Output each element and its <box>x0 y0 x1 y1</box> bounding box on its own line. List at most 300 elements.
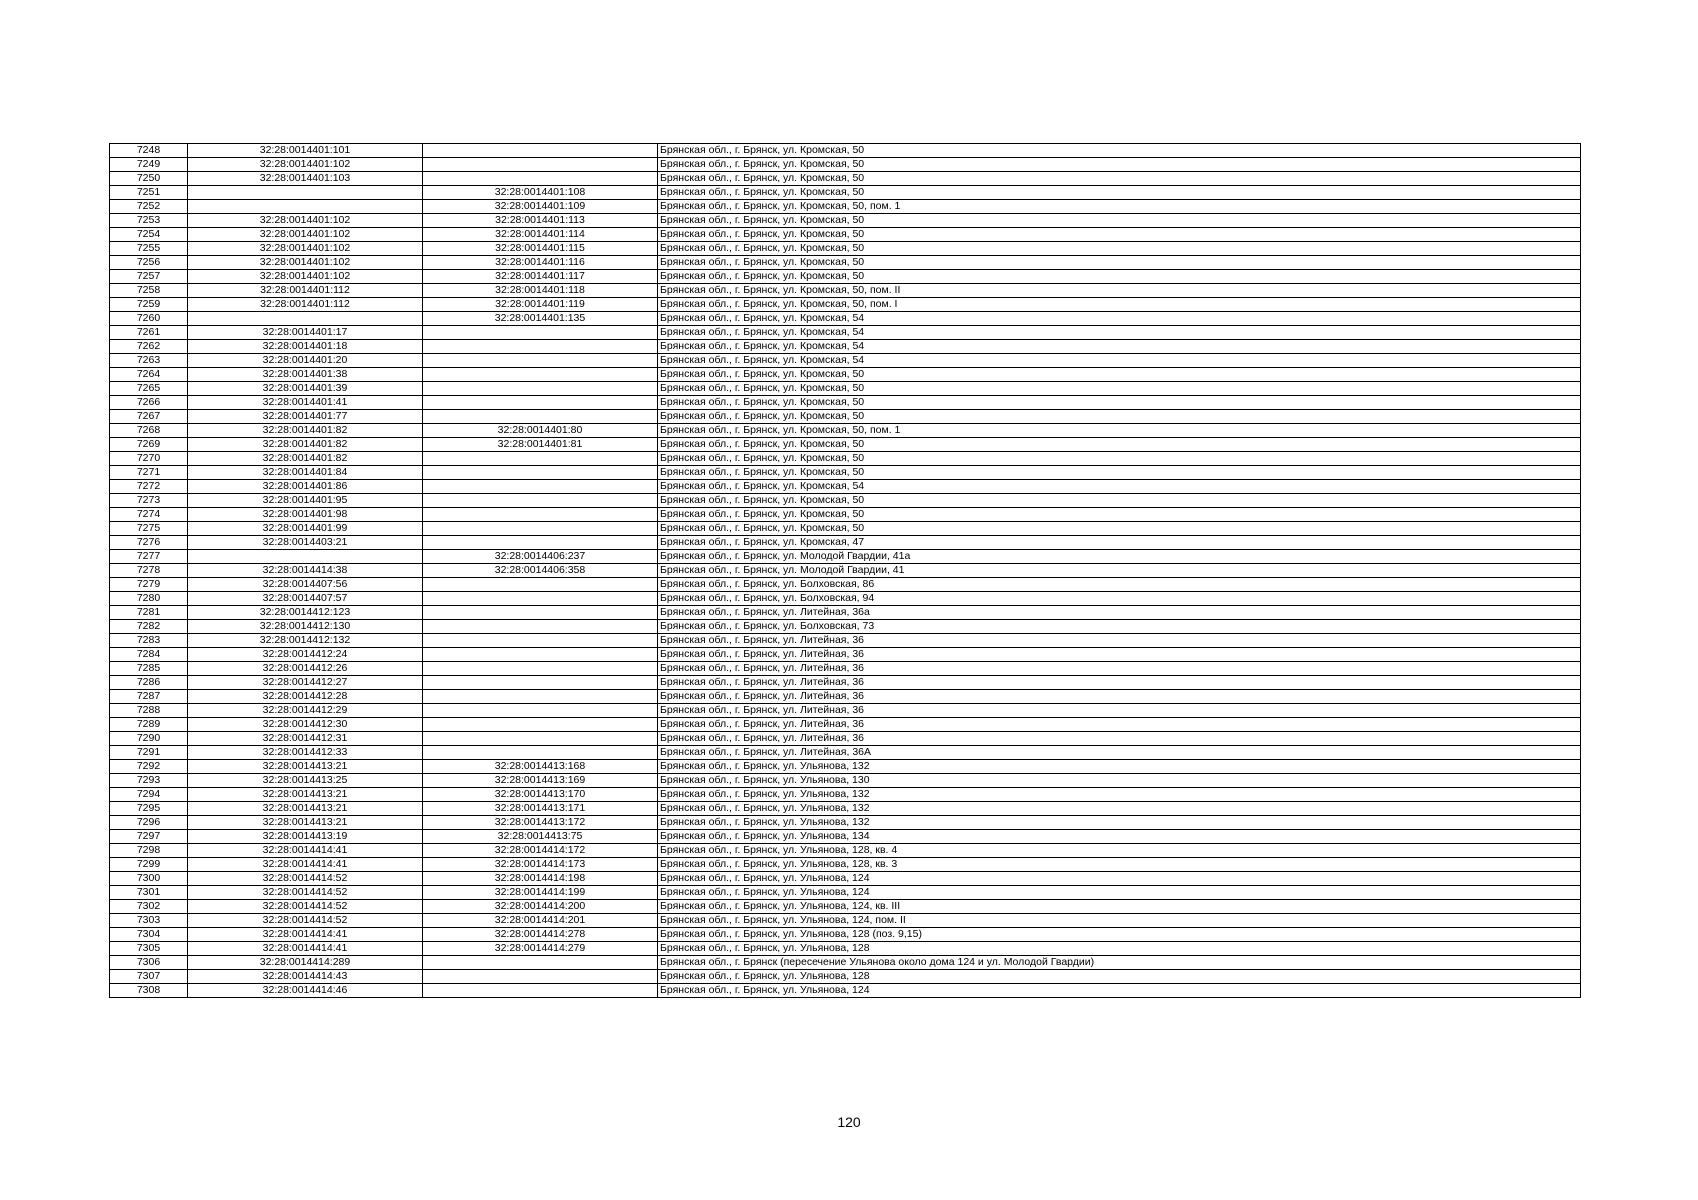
row-number-cell: 7276 <box>110 536 188 550</box>
address-cell: Брянская обл., г. Брянск, ул. Кромская, 50, пом. I <box>658 298 1581 312</box>
object-number-cell <box>423 144 658 158</box>
cadastral-number-cell: 32:28:0014401:20 <box>188 354 423 368</box>
row-number-cell: 7269 <box>110 438 188 452</box>
object-number-cell <box>423 480 658 494</box>
table-row <box>110 326 1581 340</box>
cadastral-number-cell: 32:28:0014413:21 <box>188 788 423 802</box>
object-number-cell <box>423 634 658 648</box>
address-cell: Брянская обл., г. Брянск, ул. Кромская, 50 <box>658 508 1581 522</box>
object-number-cell: 32:28:0014401:108 <box>423 186 658 200</box>
row-number-cell: 7279 <box>110 578 188 592</box>
table-row <box>110 942 1581 956</box>
object-number-cell <box>423 508 658 522</box>
table-row <box>110 256 1581 270</box>
address-cell: Брянская обл., г. Брянск, ул. Литейная, 36 <box>658 704 1581 718</box>
address-cell: Брянская обл., г. Брянск, ул. Кромская, 50 <box>658 228 1581 242</box>
row-number-cell: 7308 <box>110 984 188 998</box>
table-row <box>110 424 1581 438</box>
object-number-cell <box>423 648 658 662</box>
row-number-cell: 7255 <box>110 242 188 256</box>
row-number-cell: 7307 <box>110 970 188 984</box>
cadastral-number-cell: 32:28:0014412:31 <box>188 732 423 746</box>
cadastral-number-cell: 32:28:0014401:102 <box>188 158 423 172</box>
row-number-cell: 7306 <box>110 956 188 970</box>
table-row <box>110 886 1581 900</box>
object-number-cell <box>423 704 658 718</box>
table-row <box>110 676 1581 690</box>
address-cell: Брянская обл., г. Брянск, ул. Литейная, 36 <box>658 718 1581 732</box>
address-cell: Брянская обл., г. Брянск, ул. Литейная, 36 <box>658 648 1581 662</box>
cadastral-number-cell: 32:28:0014403:21 <box>188 536 423 550</box>
object-number-cell <box>423 494 658 508</box>
row-number-cell: 7249 <box>110 158 188 172</box>
object-number-cell: 32:28:0014414:173 <box>423 858 658 872</box>
row-number-cell: 7262 <box>110 340 188 354</box>
cadastral-number-cell: 32:28:0014401:77 <box>188 410 423 424</box>
row-number-cell: 7302 <box>110 900 188 914</box>
address-cell: Брянская обл., г. Брянск, ул. Кромская, 50 <box>658 452 1581 466</box>
table-row <box>110 382 1581 396</box>
address-cell: Брянская обл., г. Брянск, ул. Ульянова, 124 <box>658 886 1581 900</box>
address-cell: Брянская обл., г. Брянск, ул. Кромская, 50 <box>658 270 1581 284</box>
table-row <box>110 200 1581 214</box>
address-cell: Брянская обл., г. Брянск, ул. Ульянова, 130 <box>658 774 1581 788</box>
cadastral-number-cell: 32:28:0014414:41 <box>188 858 423 872</box>
address-cell: Брянская обл., г. Брянск, ул. Литейная, 36 <box>658 690 1581 704</box>
cadastral-number-cell: 32:28:0014401:82 <box>188 424 423 438</box>
cadastral-number-cell: 32:28:0014413:21 <box>188 760 423 774</box>
table-row <box>110 144 1581 158</box>
object-number-cell: 32:28:0014406:237 <box>423 550 658 564</box>
address-cell: Брянская обл., г. Брянск, ул. Кромская, 54 <box>658 480 1581 494</box>
address-cell: Брянская обл., г. Брянск, ул. Кромская, 50 <box>658 242 1581 256</box>
row-number-cell: 7295 <box>110 802 188 816</box>
row-number-cell: 7301 <box>110 886 188 900</box>
address-cell: Брянская обл., г. Брянск, ул. Кромская, 50, пом. II <box>658 284 1581 298</box>
address-cell: Брянская обл., г. Брянск, ул. Кромская, 50 <box>658 158 1581 172</box>
row-number-cell: 7284 <box>110 648 188 662</box>
address-cell: Брянская обл., г. Брянск, ул. Ульянова, 128, кв. 3 <box>658 858 1581 872</box>
cadastral-number-cell <box>188 550 423 564</box>
object-number-cell <box>423 732 658 746</box>
table-row <box>110 704 1581 718</box>
object-number-cell <box>423 354 658 368</box>
address-cell: Брянская обл., г. Брянск, ул. Литейная, 36 <box>658 662 1581 676</box>
address-cell: Брянская обл., г. Брянск, ул. Кромская, 50 <box>658 172 1581 186</box>
address-cell: Брянская обл., г. Брянск, ул. Ульянова, 132 <box>658 760 1581 774</box>
table-row <box>110 242 1581 256</box>
cadastral-number-cell: 32:28:0014407:57 <box>188 592 423 606</box>
row-number-cell: 7257 <box>110 270 188 284</box>
cadastral-number-cell: 32:28:0014401:84 <box>188 466 423 480</box>
cadastral-number-cell: 32:28:0014414:52 <box>188 914 423 928</box>
cadastral-number-cell: 32:28:0014413:19 <box>188 830 423 844</box>
row-number-cell: 7286 <box>110 676 188 690</box>
object-number-cell <box>423 592 658 606</box>
cadastral-number-cell: 32:28:0014401:86 <box>188 480 423 494</box>
table-row <box>110 774 1581 788</box>
row-number-cell: 7300 <box>110 872 188 886</box>
cadastral-number-cell: 32:28:0014412:26 <box>188 662 423 676</box>
table-row <box>110 480 1581 494</box>
object-number-cell: 32:28:0014401:114 <box>423 228 658 242</box>
address-cell: Брянская обл., г. Брянск, ул. Ульянова, 128 <box>658 970 1581 984</box>
address-cell: Брянская обл., г. Брянск, ул. Болховская, 94 <box>658 592 1581 606</box>
table-row <box>110 270 1581 284</box>
cadastral-number-cell: 32:28:0014401:102 <box>188 214 423 228</box>
row-number-cell: 7303 <box>110 914 188 928</box>
address-cell: Брянская обл., г. Брянск, ул. Кромская, 50 <box>658 466 1581 480</box>
object-number-cell: 32:28:0014401:116 <box>423 256 658 270</box>
table-row <box>110 466 1581 480</box>
object-number-cell: 32:28:0014401:117 <box>423 270 658 284</box>
row-number-cell: 7261 <box>110 326 188 340</box>
row-number-cell: 7297 <box>110 830 188 844</box>
table-row <box>110 858 1581 872</box>
cadastral-number-cell: 32:28:0014412:27 <box>188 676 423 690</box>
object-number-cell: 32:28:0014414:278 <box>423 928 658 942</box>
table-row <box>110 536 1581 550</box>
address-cell: Брянская обл., г. Брянск, ул. Ульянова, 124 <box>658 984 1581 998</box>
row-number-cell: 7263 <box>110 354 188 368</box>
address-cell: Брянская обл., г. Брянск, ул. Ульянова, 124, пом. II <box>658 914 1581 928</box>
row-number-cell: 7305 <box>110 942 188 956</box>
object-number-cell <box>423 536 658 550</box>
object-number-cell: 32:28:0014414:198 <box>423 872 658 886</box>
cadastral-number-cell: 32:28:0014401:98 <box>188 508 423 522</box>
row-number-cell: 7273 <box>110 494 188 508</box>
address-cell: Брянская обл., г. Брянск, ул. Литейная, 36 <box>658 732 1581 746</box>
cadastral-number-cell: 32:28:0014414:41 <box>188 928 423 942</box>
table-row <box>110 914 1581 928</box>
address-cell: Брянская обл., г. Брянск, ул. Кромская, 50 <box>658 214 1581 228</box>
cadastral-number-cell: 32:28:0014413:25 <box>188 774 423 788</box>
table-row <box>110 284 1581 298</box>
object-number-cell <box>423 466 658 480</box>
cadastral-number-cell: 32:28:0014401:103 <box>188 172 423 186</box>
row-number-cell: 7267 <box>110 410 188 424</box>
cadastral-number-cell: 32:28:0014412:123 <box>188 606 423 620</box>
table-row <box>110 410 1581 424</box>
cadastral-number-cell: 32:28:0014401:18 <box>188 340 423 354</box>
row-number-cell: 7277 <box>110 550 188 564</box>
cadastral-number-cell: 32:28:0014414:52 <box>188 872 423 886</box>
cadastral-number-cell: 32:28:0014401:101 <box>188 144 423 158</box>
object-number-cell <box>423 970 658 984</box>
table-row <box>110 508 1581 522</box>
table-row <box>110 746 1581 760</box>
object-number-cell: 32:28:0014413:75 <box>423 830 658 844</box>
table-row <box>110 900 1581 914</box>
object-number-cell: 32:28:0014414:172 <box>423 844 658 858</box>
address-cell: Брянская обл., г. Брянск, ул. Ульянова, 132 <box>658 788 1581 802</box>
cadastral-number-cell: 32:28:0014401:102 <box>188 228 423 242</box>
table-row <box>110 970 1581 984</box>
cadastral-number-cell: 32:28:0014414:43 <box>188 970 423 984</box>
table-row <box>110 788 1581 802</box>
object-number-cell <box>423 158 658 172</box>
address-cell: Брянская обл., г. Брянск, ул. Кромская, 50 <box>658 438 1581 452</box>
table-row <box>110 802 1581 816</box>
cadastral-number-cell: 32:28:0014412:24 <box>188 648 423 662</box>
object-number-cell: 32:28:0014413:168 <box>423 760 658 774</box>
cadastral-number-cell: 32:28:0014401:112 <box>188 284 423 298</box>
object-number-cell: 32:28:0014401:80 <box>423 424 658 438</box>
object-number-cell: 32:28:0014401:119 <box>423 298 658 312</box>
address-cell: Брянская обл., г. Брянск, ул. Ульянова, 134 <box>658 830 1581 844</box>
row-number-cell: 7293 <box>110 774 188 788</box>
table-row <box>110 844 1581 858</box>
address-cell: Брянская обл., г. Брянск, ул. Ульянова, 128 (поз. 9,15) <box>658 928 1581 942</box>
object-number-cell <box>423 382 658 396</box>
cadastral-number-cell: 32:28:0014401:102 <box>188 256 423 270</box>
address-cell: Брянская обл., г. Брянск, ул. Кромская, 50, пом. 1 <box>658 200 1581 214</box>
cadastral-number-cell: 32:28:0014401:82 <box>188 452 423 466</box>
object-number-cell: 32:28:0014413:170 <box>423 788 658 802</box>
cadastral-number-cell: 32:28:0014412:132 <box>188 634 423 648</box>
address-cell: Брянская обл., г. Брянск, ул. Кромская, 50 <box>658 186 1581 200</box>
row-number-cell: 7282 <box>110 620 188 634</box>
row-number-cell: 7304 <box>110 928 188 942</box>
table-row <box>110 830 1581 844</box>
cadastral-number-cell: 32:28:0014414:41 <box>188 844 423 858</box>
row-number-cell: 7256 <box>110 256 188 270</box>
address-cell: Брянская обл., г. Брянск, ул. Кромская, 50 <box>658 382 1581 396</box>
row-number-cell: 7283 <box>110 634 188 648</box>
object-number-cell: 32:28:0014406:358 <box>423 564 658 578</box>
address-cell: Брянская обл., г. Брянск, ул. Литейная, 36А <box>658 746 1581 760</box>
address-cell: Брянская обл., г. Брянск, ул. Кромская, 50 <box>658 522 1581 536</box>
address-cell: Брянская обл., г. Брянск, ул. Ульянова, 132 <box>658 802 1581 816</box>
object-number-cell <box>423 746 658 760</box>
address-cell: Брянская обл., г. Брянск, ул. Литейная, 36 <box>658 634 1581 648</box>
object-number-cell <box>423 578 658 592</box>
cadastral-number-cell: 32:28:0014412:130 <box>188 620 423 634</box>
table-row <box>110 354 1581 368</box>
row-number-cell: 7248 <box>110 144 188 158</box>
cadastral-number-cell: 32:28:0014413:21 <box>188 802 423 816</box>
object-number-cell <box>423 662 658 676</box>
table-row <box>110 298 1581 312</box>
table-row <box>110 172 1581 186</box>
row-number-cell: 7272 <box>110 480 188 494</box>
table-row <box>110 522 1581 536</box>
table-row <box>110 550 1581 564</box>
object-number-cell: 32:28:0014414:201 <box>423 914 658 928</box>
object-number-cell <box>423 326 658 340</box>
row-number-cell: 7268 <box>110 424 188 438</box>
row-number-cell: 7258 <box>110 284 188 298</box>
table-row <box>110 620 1581 634</box>
cadastral-number-cell: 32:28:0014401:82 <box>188 438 423 452</box>
object-number-cell: 32:28:0014414:199 <box>423 886 658 900</box>
address-cell: Брянская обл., г. Брянск, ул. Кромская, 54 <box>658 326 1581 340</box>
object-number-cell: 32:28:0014401:109 <box>423 200 658 214</box>
row-number-cell: 7270 <box>110 452 188 466</box>
object-number-cell <box>423 676 658 690</box>
address-cell: Брянская обл., г. Брянск, ул. Кромская, 54 <box>658 312 1581 326</box>
row-number-cell: 7253 <box>110 214 188 228</box>
row-number-cell: 7278 <box>110 564 188 578</box>
table-row <box>110 984 1581 998</box>
row-number-cell: 7299 <box>110 858 188 872</box>
row-number-cell: 7264 <box>110 368 188 382</box>
table-row <box>110 312 1581 326</box>
table-row <box>110 872 1581 886</box>
address-cell: Брянская обл., г. Брянск, ул. Ульянова, 124 <box>658 872 1581 886</box>
row-number-cell: 7274 <box>110 508 188 522</box>
cadastral-number-cell: 32:28:0014407:56 <box>188 578 423 592</box>
object-number-cell <box>423 984 658 998</box>
address-cell: Брянская обл., г. Брянск (пересечение Ульянова около дома 124 и ул. Молодой Гвардии) <box>658 956 1581 970</box>
object-number-cell <box>423 522 658 536</box>
row-number-cell: 7288 <box>110 704 188 718</box>
object-number-cell <box>423 718 658 732</box>
object-number-cell <box>423 340 658 354</box>
cadastral-number-cell: 32:28:0014412:28 <box>188 690 423 704</box>
row-number-cell: 7287 <box>110 690 188 704</box>
cadastral-number-cell: 32:28:0014412:29 <box>188 704 423 718</box>
row-number-cell: 7296 <box>110 816 188 830</box>
object-number-cell: 32:28:0014401:113 <box>423 214 658 228</box>
object-number-cell <box>423 396 658 410</box>
object-number-cell: 32:28:0014414:279 <box>423 942 658 956</box>
row-number-cell: 7251 <box>110 186 188 200</box>
address-cell: Брянская обл., г. Брянск, ул. Кромская, 50 <box>658 256 1581 270</box>
address-cell: Брянская обл., г. Брянск, ул. Ульянова, 124, кв. III <box>658 900 1581 914</box>
cadastral-number-cell <box>188 200 423 214</box>
row-number-cell: 7290 <box>110 732 188 746</box>
object-number-cell: 32:28:0014413:171 <box>423 802 658 816</box>
row-number-cell: 7285 <box>110 662 188 676</box>
object-number-cell: 32:28:0014401:115 <box>423 242 658 256</box>
cadastral-number-cell: 32:28:0014401:38 <box>188 368 423 382</box>
table-row <box>110 368 1581 382</box>
address-cell: Брянская обл., г. Брянск, ул. Ульянова, 128, кв. 4 <box>658 844 1581 858</box>
row-number-cell: 7259 <box>110 298 188 312</box>
table-row <box>110 158 1581 172</box>
row-number-cell: 7291 <box>110 746 188 760</box>
table-row <box>110 592 1581 606</box>
cadastral-number-cell: 32:28:0014414:46 <box>188 984 423 998</box>
address-cell: Брянская обл., г. Брянск, ул. Кромская, 50 <box>658 410 1581 424</box>
row-number-cell: 7254 <box>110 228 188 242</box>
object-number-cell <box>423 690 658 704</box>
table-row <box>110 452 1581 466</box>
object-number-cell: 32:28:0014401:81 <box>423 438 658 452</box>
cadastral-number-cell: 32:28:0014401:41 <box>188 396 423 410</box>
address-cell: Брянская обл., г. Брянск, ул. Молодой Гвардии, 41 <box>658 564 1581 578</box>
object-number-cell <box>423 956 658 970</box>
cadastral-table <box>109 143 1581 998</box>
address-cell: Брянская обл., г. Брянск, ул. Кромская, 54 <box>658 340 1581 354</box>
cadastral-number-cell: 32:28:0014401:39 <box>188 382 423 396</box>
cadastral-number-cell: 32:28:0014414:38 <box>188 564 423 578</box>
address-cell: Брянская обл., г. Брянск, ул. Кромская, 50 <box>658 396 1581 410</box>
cadastral-number-cell: 32:28:0014414:52 <box>188 900 423 914</box>
cadastral-number-cell: 32:28:0014414:41 <box>188 942 423 956</box>
table-row <box>110 396 1581 410</box>
object-number-cell: 32:28:0014413:169 <box>423 774 658 788</box>
table-body <box>110 144 1581 998</box>
table-row <box>110 760 1581 774</box>
object-number-cell <box>423 172 658 186</box>
address-cell: Брянская обл., г. Брянск, ул. Молодой Гвардии, 41а <box>658 550 1581 564</box>
row-number-cell: 7280 <box>110 592 188 606</box>
address-cell: Брянская обл., г. Брянск, ул. Ульянова, 132 <box>658 816 1581 830</box>
address-cell: Брянская обл., г. Брянск, ул. Кромская, 50 <box>658 368 1581 382</box>
address-cell: Брянская обл., г. Брянск, ул. Литейная, 36 <box>658 676 1581 690</box>
table-row <box>110 732 1581 746</box>
cadastral-number-cell: 32:28:0014401:99 <box>188 522 423 536</box>
cadastral-number-cell: 32:28:0014412:33 <box>188 746 423 760</box>
row-number-cell: 7260 <box>110 312 188 326</box>
address-cell: Брянская обл., г. Брянск, ул. Литейная, 36а <box>658 606 1581 620</box>
table-row <box>110 718 1581 732</box>
row-number-cell: 7271 <box>110 466 188 480</box>
row-number-cell: 7252 <box>110 200 188 214</box>
table-row <box>110 690 1581 704</box>
row-number-cell: 7294 <box>110 788 188 802</box>
cadastral-number-cell: 32:28:0014401:112 <box>188 298 423 312</box>
table-row <box>110 578 1581 592</box>
object-number-cell <box>423 368 658 382</box>
address-cell: Брянская обл., г. Брянск, ул. Ульянова, 128 <box>658 942 1581 956</box>
table-row <box>110 662 1581 676</box>
address-cell: Брянская обл., г. Брянск, ул. Кромская, 47 <box>658 536 1581 550</box>
object-number-cell <box>423 452 658 466</box>
object-number-cell <box>423 410 658 424</box>
cadastral-number-cell <box>188 186 423 200</box>
table-row <box>110 494 1581 508</box>
address-cell: Брянская обл., г. Брянск, ул. Кромская, 50, пом. 1 <box>658 424 1581 438</box>
row-number-cell: 7289 <box>110 718 188 732</box>
object-number-cell: 32:28:0014413:172 <box>423 816 658 830</box>
table-row <box>110 228 1581 242</box>
object-number-cell <box>423 620 658 634</box>
object-number-cell: 32:28:0014414:200 <box>423 900 658 914</box>
cadastral-number-cell: 32:28:0014413:21 <box>188 816 423 830</box>
table-row <box>110 606 1581 620</box>
cadastral-number-cell: 32:28:0014401:102 <box>188 270 423 284</box>
object-number-cell: 32:28:0014401:135 <box>423 312 658 326</box>
row-number-cell: 7266 <box>110 396 188 410</box>
cadastral-number-cell: 32:28:0014401:95 <box>188 494 423 508</box>
address-cell: Брянская обл., г. Брянск, ул. Кромская, 50 <box>658 494 1581 508</box>
row-number-cell: 7292 <box>110 760 188 774</box>
cadastral-number-cell: 32:28:0014401:102 <box>188 242 423 256</box>
address-cell: Брянская обл., г. Брянск, ул. Кромская, 54 <box>658 354 1581 368</box>
table-row <box>110 214 1581 228</box>
table-row <box>110 340 1581 354</box>
table-row <box>110 186 1581 200</box>
object-number-cell <box>423 606 658 620</box>
table-row <box>110 928 1581 942</box>
address-cell: Брянская обл., г. Брянск, ул. Кромская, 50 <box>658 144 1581 158</box>
object-number-cell: 32:28:0014401:118 <box>423 284 658 298</box>
cadastral-number-cell: 32:28:0014414:52 <box>188 886 423 900</box>
row-number-cell: 7281 <box>110 606 188 620</box>
cadastral-number-cell <box>188 312 423 326</box>
page-number: 120 <box>837 1114 861 1130</box>
row-number-cell: 7275 <box>110 522 188 536</box>
address-cell: Брянская обл., г. Брянск, ул. Болховская, 73 <box>658 620 1581 634</box>
table-row <box>110 634 1581 648</box>
row-number-cell: 7250 <box>110 172 188 186</box>
table-row <box>110 648 1581 662</box>
table-row <box>110 956 1581 970</box>
table-row <box>110 564 1581 578</box>
